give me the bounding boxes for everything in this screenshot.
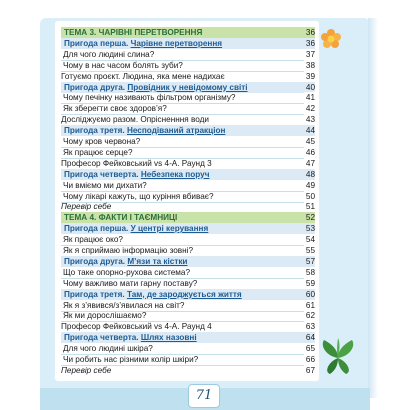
adventure-label: Пригода четверта. [64,169,139,179]
toc-page-number: 41 [305,93,315,103]
toc-entry-text [64,169,209,180]
toc-page-number: 44 [305,126,315,136]
adventure-label: Пригода друга. [64,82,126,92]
toc-page-number: 48 [305,169,315,179]
toc-entry-prygoda [61,223,315,234]
adventure-title: У центрі керування [130,224,209,234]
toc-page-number: 37 [305,49,315,59]
toc-page-number: 50 [305,191,315,201]
toc-page-number: 59 [305,278,315,288]
adventure-label: Пригода перша. [64,224,129,234]
adventure-title: Шлях назовні [140,333,197,343]
adventure-title: Провідник у невідомому світі [127,82,248,92]
toc-entry-text: ТЕМА 4. ФАКТИ І ТАЄМНИЦІ [64,213,178,223]
table-of-contents [54,20,320,382]
toc-page-number: 38 [305,60,315,70]
toc-entry-prygoda [61,125,315,136]
toc-page-number: 52 [305,213,315,223]
adventure-label: Пригода третя. [64,126,125,136]
toc-entry-prygoda [61,289,315,300]
toc-entry-text: Як я з’явився/з’явилася на світ? [63,300,185,310]
toc-entry-text [64,332,197,343]
toc-page-number: 63 [305,322,315,332]
toc-entry-text: Як я сприймаю інформацію зовні? [63,246,194,255]
toc-entry-plain [61,114,315,125]
toc-entry-text: Чи робить нас різними колір шкіри? [63,355,199,364]
flower-icon [320,28,342,50]
adventure-label: Пригода друга. [64,256,126,266]
toc-entry-text: Як ми дорослішаємо? [63,311,147,321]
toc-entry-text: Як працює око? [63,235,123,245]
toc-entry-italic [61,365,315,376]
adventure-label: Пригода перша. [64,38,129,48]
toc-page-number: 40 [305,82,315,92]
toc-entry-text: Як працює серце? [63,147,133,157]
toc-page-number: 46 [305,147,315,157]
page-edge-shade [368,18,378,398]
toc-page-number: 45 [305,137,315,146]
toc-entry-text: Професор Фейковський vs 4-А. Раунд 3 [61,158,212,168]
toc-page-number: 60 [305,289,315,299]
toc-entry-prygoda [61,82,315,93]
adventure-title: Там, де зароджується життя [126,289,242,299]
toc-entry-plain [61,158,315,169]
toc-page-number: 36 [305,38,315,48]
toc-page-number: 55 [305,246,315,255]
toc-entry-text [64,82,248,93]
adventure-label: Пригода четверта. [64,333,139,343]
toc-entry-text: Чи вміємо ми дихати? [63,180,147,190]
toc-page-number: 61 [305,300,315,310]
toc-page-number: 66 [305,355,315,364]
toc-page-number: 53 [305,224,315,234]
toc-page-number: 43 [305,115,315,125]
toc-entry-plain [61,71,315,82]
toc-entry-prygoda [61,332,315,343]
toc-entry-text: ТЕМА 3. ЧАРІВНІ ПЕРЕТВОРЕННЯ [64,28,203,37]
toc-page-number: 67 [305,365,315,375]
toc-entry-text: Перевір себе [61,202,112,212]
adventure-title: М’язи та кістки [127,256,188,266]
toc-entry-text: Досліджуємо разом. Опрісненння води [61,115,209,125]
toc-entry-text: Для чого людині шкіра? [63,344,153,354]
adventure-title: Несподіваний атракціон [126,126,226,136]
toc-entry-text: Чому лікарі кажуть, що куріння вбиває? [63,191,214,201]
toc-entry-text: Чому печінку називають фільтром організму? [63,93,236,103]
toc-page-number: 36 [305,28,315,37]
toc-entry-prygoda [61,38,315,49]
toc-entry-text [64,223,208,234]
toc-page-number: 62 [305,311,315,321]
toc-entry-prygoda [61,169,315,180]
toc-page-number: 54 [305,235,315,245]
toc-page-number: 51 [305,202,315,212]
toc-entry-prygoda [61,256,315,267]
toc-page-number: 64 [305,333,315,343]
adventure-title: Небезпека поруч [140,169,210,179]
toc-entry-text: Чому в нас часом болять зуби? [63,60,183,70]
adventure-title: Чарівне перетворення [130,38,223,48]
leaf-decoration-icon [316,336,360,376]
toc-page-number: 47 [305,158,315,168]
toc-page-number: 57 [305,256,315,266]
toc-page-number: 49 [305,180,315,190]
toc-page-number: 42 [305,104,315,114]
toc-page-number: 65 [305,344,315,354]
toc-page-number: 39 [305,71,315,81]
toc-entry-text [64,289,242,300]
page-number: 71 [188,384,220,408]
toc-entry-italic [61,201,315,212]
toc-entry-text: Готуємо проєкт. Людина, яка мене надихає [61,71,225,81]
toc-entry-text: Чому кров червона? [63,137,141,146]
toc-entry-text [64,256,187,267]
toc-entry-tema [61,27,315,38]
toc-entry-plain [61,321,315,332]
toc-entry-tema [61,212,315,223]
toc-entry-text: Професор Фейковський vs 4-А. Раунд 4 [61,322,212,332]
toc-page-number: 58 [305,267,315,277]
toc-entry-text: Як зберегти своє здоров’я? [63,104,167,114]
toc-entry-text: Перевір себе [61,365,112,375]
toc-entry-text: Чому важливо мати гарну поставу? [63,278,198,288]
adventure-label: Пригода третя. [64,289,125,299]
toc-entry-text: Що таке опорно-рухова система? [63,267,191,277]
toc-entry-text: Для чого людині слина? [63,49,155,59]
toc-entry-text [64,125,225,136]
toc-entry-text [64,38,222,49]
